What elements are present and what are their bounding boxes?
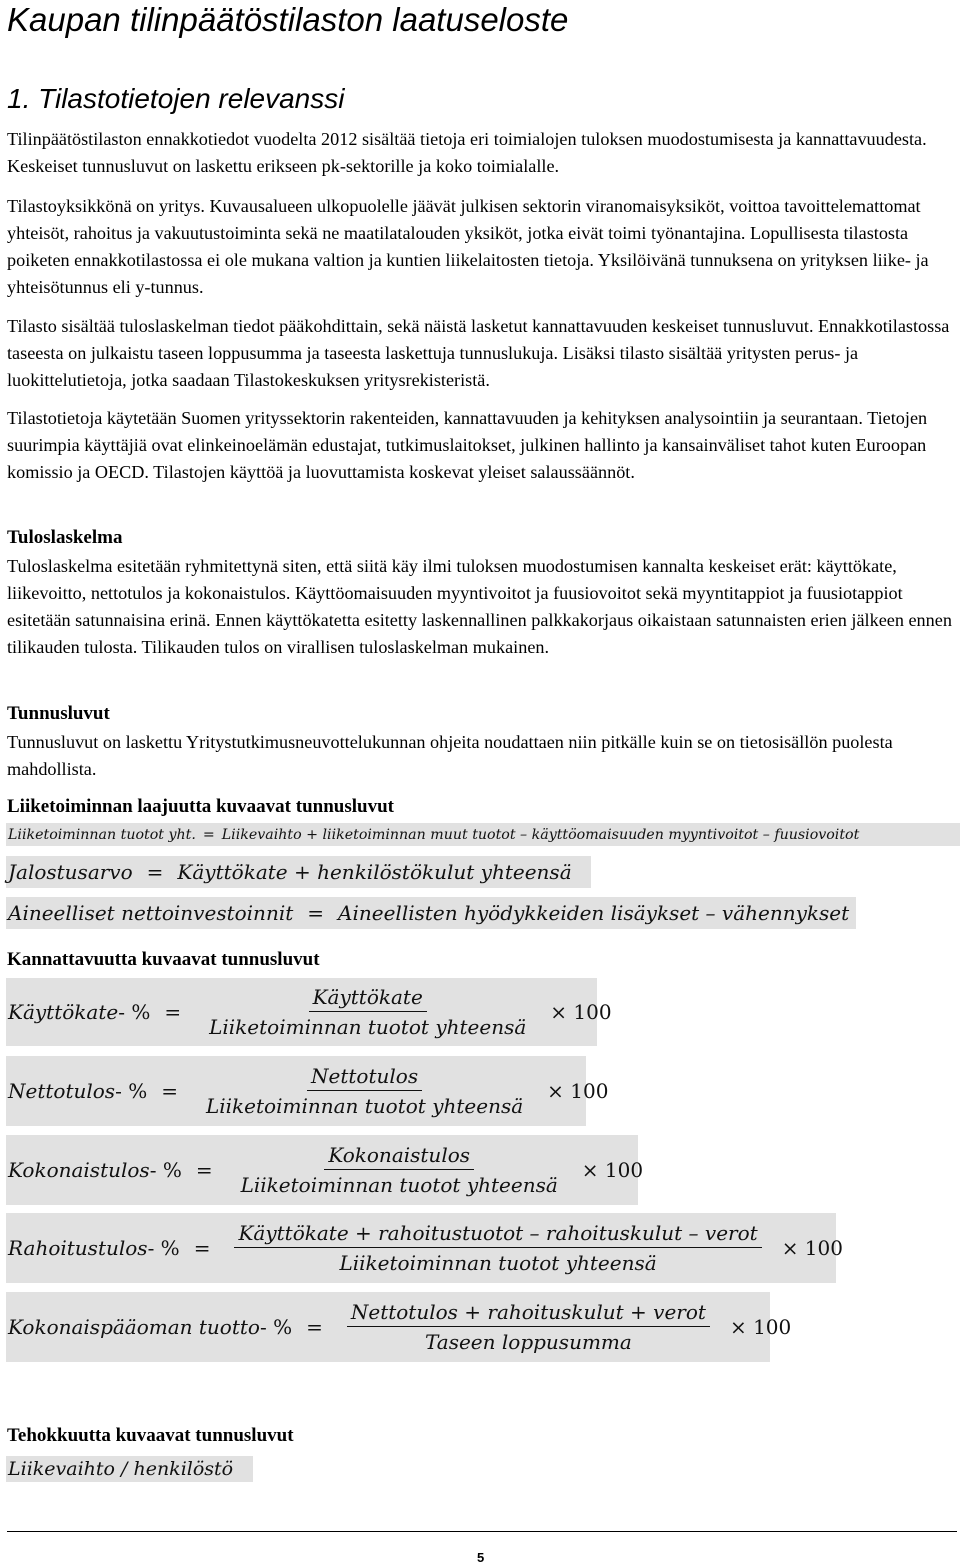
formula-equals: = (195, 1158, 213, 1182)
formula-nettotulos-pct (6, 1056, 609, 1126)
formula-multiplier: × 100 (581, 1158, 644, 1182)
formula-equals: = (202, 826, 215, 843)
fraction (205, 985, 530, 1039)
paragraph-sisalto: Tilasto sisältää tuloslaskelman tiedot pääkohdittain, sekä näistä lasketut kannattavuuden keskeiset tunnusluvut. Ennakkotilastossa taseesta on julkaistu taseen loppusumma ja taseesta laskettuja tunnuslukuja. Lisäksi tilasto sisältää yritysten perus- ja luokittelutietoja, jotka saadaan Tilastokeskuksen yritysrekisteristä. (7, 316, 950, 390)
formula-lhs: Jalostusarvo (8, 860, 133, 884)
fraction (234, 1221, 761, 1275)
formula-multiplier: × 100 (550, 1000, 612, 1024)
formula-liikevaihto-per-henkilosto (6, 1456, 253, 1482)
formula-rhs: Liikevaihto + liiketoiminnan muut tuotot – käyttöomaisuuden myyntivoitot – fuusiovoitot (221, 826, 860, 843)
formula-kokonaispaaoman-tuotto-pct (6, 1292, 792, 1362)
document-title: Kaupan tilinpäätöstilaston laatuseloste (7, 1, 569, 38)
fraction-numerator: Käyttökate + rahoitustuotot – rahoituskulut – verot (234, 1221, 761, 1248)
heading-tunnusluvut: Tunnusluvut (7, 703, 110, 724)
formula-liiketoiminnan-tuotot (6, 823, 960, 846)
fraction-denominator: Liiketoiminnan tuotot yhteensä (205, 1094, 524, 1118)
formula-unit: - % (147, 1236, 180, 1260)
formula-rhs: Käyttökate + henkilöstökulut yhteensä (177, 860, 572, 884)
fraction-numerator: Kokonaistulos (324, 1143, 474, 1170)
formula-lhs: Aineelliset nettoinvestoinnit (8, 901, 294, 925)
formula-lhs: Nettotulos (8, 1079, 116, 1103)
paragraph-intro: Tilinpäätöstilaston ennakkotiedot vuodelta 2012 sisältää tietoja eri toimialojen tuloksen muodostumisesta ja kannattavuudesta. Keskeiset tunnusluvut on laskettu erikseen pk-sektorille ja koko toimialalle. (7, 129, 927, 176)
formula-equals: = (193, 1236, 211, 1260)
fraction-denominator: Liiketoiminnan tuotot yhteensä (339, 1251, 657, 1275)
formula-equals: = (161, 1079, 178, 1103)
section-heading: 1. Tilastotietojen relevanssi (7, 83, 345, 114)
formula-rahoitustulos-pct (6, 1213, 843, 1283)
paragraph-tunnusluvut: Tunnusluvut on laskettu Yritystutkimusneuvottelukunnan ohjeita noudattaen niin pitkälle kuin se on tietosisällön puolesta mahdollista. (7, 732, 893, 779)
fraction (202, 1064, 527, 1118)
heading-tuloslaskelma: Tuloslaskelma (7, 527, 123, 548)
formula-lhs: Kokonaispääoman tuotto (8, 1315, 260, 1339)
formula-lhs: Kokonaistulos (8, 1158, 150, 1182)
fraction-denominator: Liiketoiminnan tuotot yhteensä (209, 1015, 527, 1039)
heading-laajuus: Liiketoiminnan laajuutta kuvaavat tunnusluvut (7, 796, 394, 817)
fraction-numerator: Nettotulos (307, 1064, 422, 1091)
paragraph-tilastoyksikko: Tilastoyksikkönä on yritys. Kuvausalueen ulkopuolelle jäävät julkisen sektorin viranomaisyksiköt, voittoa tavoittelemattomat yhteisöt, rahoitus ja vakuutustoiminta sekä ne maatilatalouden yksiköt, jotka eivät toimi työnantajina. Lopullisesta tilastosta poiketen ennakkotilastossa ei ole mukana valtion ja kuntien liikelaitosten tietoja. Yksilöivänä tunnuksena on yrityksen liike- ja yhteisötunnus eli y-tunnus. (7, 196, 929, 297)
formula-expression: Liikevaihto / henkilöstö (8, 1458, 234, 1480)
formula-unit: - % (115, 1079, 148, 1103)
formula-unit: - % (149, 1158, 182, 1182)
formula-equals: = (307, 901, 325, 925)
formula-jalostusarvo (6, 856, 591, 888)
formula-unit: - % (259, 1315, 293, 1339)
paragraph-tuloslaskelma: Tuloslaskelma esitetään ryhmitettynä siten, että siitä käy ilmi tuloksen muodostumisen kannalta keskeiset erät: käyttökate, liikevoitto, nettotulos ja kokonaistulos. Käyttöomaisuuden myyntivoitot ja fuusiovoitot sekä myyntitappiot ja fuusiotappiot esitetään satunnaisina erinä. Ennen käyttökatetta esitetty laskennallinen palkkakorjaus oikaistaan satunnaisten erien jälkeen ennen tilikauden tulosta. Tilikauden tulos on virallisen tuloslaskelman mukainen. (7, 556, 952, 657)
formula-multiplier: × 100 (729, 1315, 792, 1339)
fraction-denominator: Liiketoiminnan tuotot yhteensä (240, 1173, 558, 1197)
formula-lhs: Liiketoiminnan tuotot yht. (8, 826, 196, 843)
formula-kayttokate-pct (6, 978, 612, 1046)
formula-nettoinvestoinnit (6, 897, 856, 929)
formula-lhs: Käyttökate (8, 1000, 119, 1024)
formula-equals: = (306, 1315, 323, 1339)
formula-kokonaistulos-pct (6, 1135, 644, 1205)
fraction-denominator: Taseen loppusumma (425, 1330, 632, 1354)
heading-kannattavuus: Kannattavuutta kuvaavat tunnusluvut (7, 949, 320, 970)
formula-rhs: Aineellisten hyödykkeiden lisäykset – vähennykset (338, 901, 850, 925)
formula-equals: = (164, 1000, 182, 1024)
page-number: 5 (477, 1550, 485, 1565)
paragraph-kaytto: Tilastotietoja käytetään Suomen yrityssektorin rakenteiden, kannattavuuden ja kehityksen analysointiin ja seurantaan. Tietojen suurimpia käyttäjiä ovat elinkeinoelämän edustajat, tutkimuslaitokset, julkinen hallinto ja kansainväliset tahot kuten Euroopan komissio ja OECD. Tilastojen käyttöä ja luovuttamista koskevat yleiset salaussäännöt. (7, 408, 928, 482)
formula-equals: = (146, 860, 164, 884)
fraction-numerator: Nettotulos + rahoituskulut + verot (347, 1300, 710, 1327)
formula-multiplier: × 100 (547, 1079, 609, 1103)
fraction-numerator: Käyttökate (309, 985, 427, 1012)
heading-tehokkuus: Tehokkuutta kuvaavat tunnusluvut (7, 1425, 294, 1446)
formula-lhs: Rahoitustulos (8, 1236, 148, 1260)
fraction (237, 1143, 562, 1197)
formula-unit: - % (118, 1000, 151, 1024)
footer-divider (7, 1531, 957, 1532)
formula-multiplier: × 100 (781, 1236, 843, 1260)
fraction (347, 1300, 710, 1354)
